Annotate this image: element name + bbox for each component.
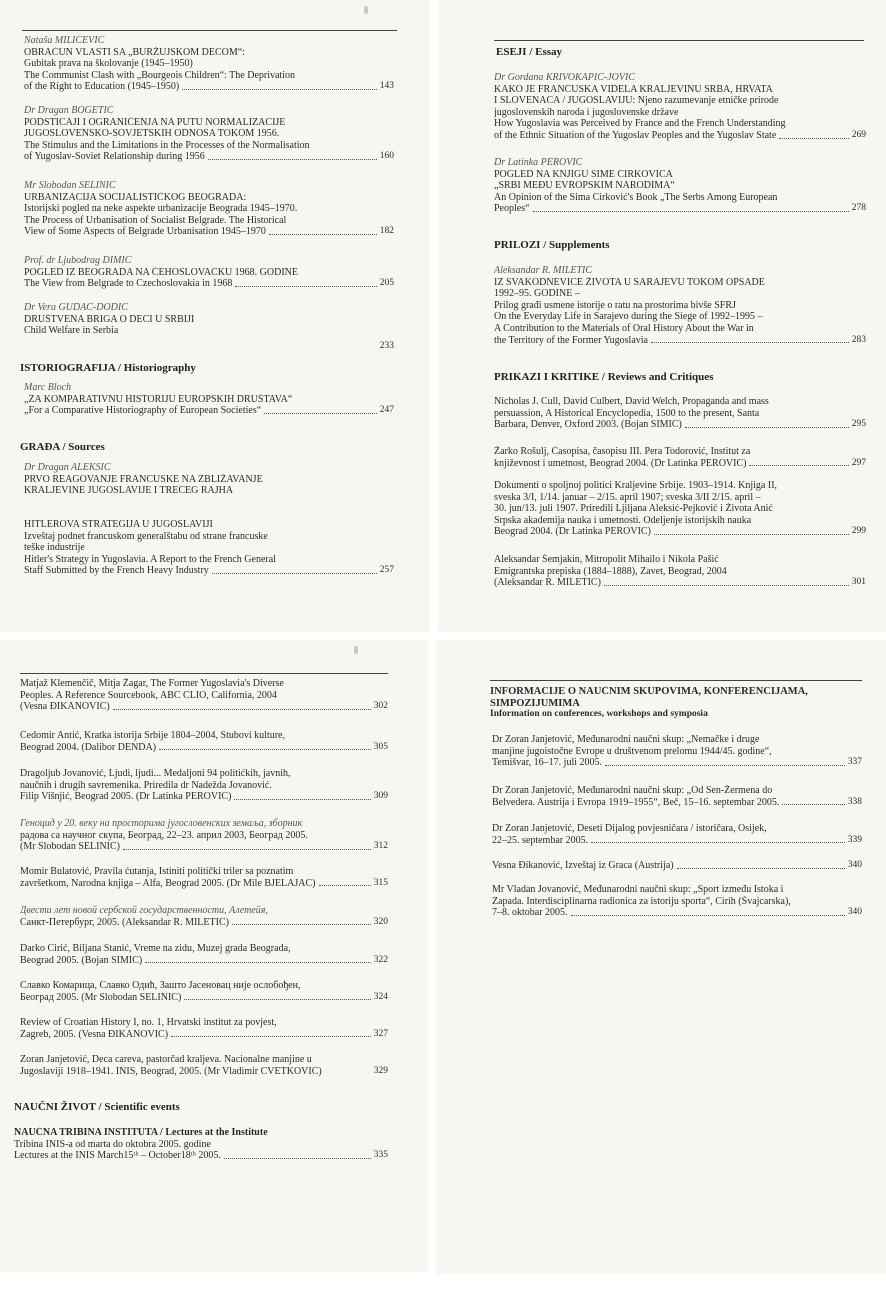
- entry-line: A Contribution to the Materials of Oral History About the War in: [494, 322, 754, 334]
- entry-line: Žarko Rošulj, Časopisa, časopisu III. Pera Todorović, Institut za: [494, 446, 751, 457]
- page-number: 283: [851, 334, 866, 345]
- entry-line: Gubitak prava na školovanje (1945–1950): [24, 58, 193, 70]
- toc-entry: [494, 396, 866, 431]
- entry-line: „ZA KOMPARATIVNU HISTORIJU EUROPSKIH DRUŠTAVA“: [24, 393, 293, 405]
- entry-line: Nicholas J. Cull, David Culbert, David Welch, Propaganda and mass: [494, 396, 769, 407]
- page-smudge: [354, 646, 358, 654]
- heading-line: INFORMACIJE O NAUČNIM SKUPOVIMA, KONFERENCIJAMA,: [490, 686, 808, 697]
- entry-author: Dr Latinka PEROVIĆ: [494, 157, 583, 168]
- toc-entry: [24, 462, 394, 497]
- entry-line: Aleksandar Šemjakin, Mitropolit Mihailo i Nikola Pašić: [494, 554, 719, 565]
- page-number: 143: [379, 81, 394, 92]
- header-rule: [20, 673, 388, 674]
- page-number: 299: [851, 526, 866, 537]
- entry-line: Jugoslaviji 1918–1941. INIS, Beograd, 2005. (Mr Vladimir CVETKOVIĆ): [20, 1065, 322, 1077]
- toc-entry: [494, 265, 866, 346]
- section-heading: PRILOZI / Supplements: [494, 239, 610, 251]
- entry-line: On the Everyday Life in Sarajevo during the Siege of 1992–1995 –: [494, 311, 763, 323]
- page-number: 295: [851, 419, 866, 430]
- entry-line: the Territory of the Former Yugoslavia: [494, 334, 648, 346]
- entry-line: (Aleksandar R. MILETIĆ): [494, 577, 601, 589]
- entry-line: Peoples“: [494, 203, 530, 215]
- entry-line: The Process of Urbanisation of Socialist Belgrade. The Historical: [24, 214, 287, 226]
- page-top-left: [0, 0, 430, 632]
- page-number: 339: [847, 834, 862, 845]
- header-rule: [490, 680, 862, 681]
- page-bottom-right: [436, 640, 886, 1274]
- entry-line: Mr Vladan Jovanović, Međunarodni naučni skup: „Sport između Istoka i: [492, 884, 784, 895]
- entry-line: Prilog građi usmene istorije o ratu na prostorima bivše SFRJ: [494, 299, 736, 311]
- entry-line: Beograd 2005. (Bojan SIMIĆ): [20, 954, 143, 966]
- entry-line: of Yugoslav-Soviet Relationship during 1956: [24, 151, 205, 163]
- page-number: 335: [373, 1150, 388, 1161]
- toc-entry: [20, 1017, 388, 1040]
- section-heading: ISTORIOGRAFIJA / Historiography: [20, 362, 196, 374]
- page-number: 309: [373, 791, 388, 802]
- toc-entry: [20, 943, 388, 966]
- entry-line: persuassion, A Historical Encyclopedia, 1500 to the present, Santa: [494, 407, 760, 419]
- page-number: 340: [847, 860, 862, 870]
- entry-line: The View from Belgrade to Czechoslovakia in 1968: [24, 278, 233, 290]
- page-number: 301: [851, 577, 866, 588]
- toc-entry: [20, 768, 388, 803]
- entry-line: teške industrije: [24, 542, 85, 554]
- entry-line: Beograd 2004. (Dr Latinka PEROVIĆ): [494, 526, 651, 538]
- section-heading: ESEJI / Essay: [496, 46, 563, 58]
- entry-line: Filip Višnjić, Beograd 2005. (Dr Latinka PEROVIĆ): [20, 791, 232, 803]
- page-number: 338: [847, 796, 862, 807]
- page-number: 327: [373, 1028, 388, 1039]
- page-number: 312: [373, 841, 388, 852]
- toc-entry: [20, 1054, 388, 1077]
- toc-entry: [20, 730, 388, 753]
- page-number: 247: [379, 405, 394, 416]
- entry-line: KAKO JE FRANCUSKA VIDELA KRALJEVINU SRBA, HRVATA: [494, 83, 773, 95]
- entry-line: Temišvar, 16–17. juli 2005.: [492, 757, 602, 769]
- toc-entry: [24, 180, 394, 238]
- entry-line: Beograd 2004. (Dalibor DENDA): [20, 741, 157, 753]
- entry-line: Čedomir Antić, Kratka istorija Srbije 1804–2004, Stubovi kulture,: [20, 730, 285, 741]
- toc-entry: [24, 519, 394, 577]
- toc-entry: [494, 157, 866, 215]
- entry-line: Zagreb, 2005. (Vesna ĐIKANOVIĆ): [20, 1028, 169, 1040]
- entry-line: Child Welfare in Serbia: [24, 325, 119, 337]
- entry-line: of the Right to Education (1945–1950): [24, 81, 180, 93]
- toc-entry: [492, 785, 862, 808]
- entry-line: Zapada. Interdisciplinarna radionica za istoriju sporta“, Cirih (Švajcarska),: [492, 895, 791, 907]
- entry-line: Санкт-Петербург, 2005. (Aleksandar R. MILETIĆ): [20, 916, 229, 928]
- page-number: 233: [379, 340, 394, 351]
- entry-line: Darko Ćirić, Biljana Stanić, Vreme na zidu, Muzej grada Beograda,: [20, 943, 291, 954]
- entry-line: Staff Submitted by the French Heavy Industry: [24, 565, 209, 577]
- entry-line: I SLOVENACA / JUGOSLAVIJU: Njeno razumevanje etničke prirode: [494, 95, 779, 107]
- entry-line: DRUŠTVENA BRIGA O DECI U SRBIJI: [24, 313, 195, 325]
- entry-line: HITLEROVA STRATEGIJA U JUGOSLAVIJI: [24, 519, 213, 530]
- entry-line: Barbara, Denver, Oxford 2003. (Bojan SIMIĆ): [494, 419, 682, 431]
- entry-line: „For a Comparative Historiography of European Societies“: [24, 405, 262, 417]
- page-number: 305: [373, 741, 388, 752]
- entry-line: Београд 2005. (Mr Slobodan SELINIĆ): [20, 991, 182, 1003]
- entry-line: jugoslovenskih naroda i jugoslovenske države: [494, 106, 679, 118]
- toc-entry: [24, 302, 394, 352]
- entry-line: manjine jugoistočne Evrope u društvenom prelomu 1944/45. godine“,: [492, 745, 772, 757]
- entry-author: Prof. dr Ljubodrag DIMIĆ: [24, 255, 132, 266]
- toc-entry: [20, 678, 388, 713]
- section-heading: NAUČNI ŽIVOT / Scientific events: [14, 1101, 180, 1113]
- page-number: 329: [373, 1065, 388, 1076]
- entry-line: književnost i umetnost, Beograd 2004. (Dr Latinka PEROVIĆ): [494, 457, 747, 469]
- page-number: 337: [847, 757, 862, 768]
- toc-entry: [20, 866, 388, 889]
- toc-entry: [492, 884, 862, 919]
- entry-line: Matjaž Klemenčič, Mitja Žagar, The Former Yugoslavia's Diverse: [20, 678, 284, 689]
- entry-line: 7–8. oktobar 2005.: [492, 907, 568, 919]
- entry-line: Dragoljub Jovanović, Ljudi, ljudi... Medaljoni 94 politićkih, javnih,: [20, 768, 291, 779]
- entry-line: The Stimulus and the Limitations in the Processes of the Normalisation: [24, 139, 310, 151]
- entry-author: Marc Bloch: [24, 382, 72, 393]
- heading-line: Information on conferences, workshops and symposia: [490, 709, 708, 720]
- entry-line: 1992–95. GODINE –: [494, 288, 580, 300]
- page-number: 278: [851, 203, 866, 214]
- entry-line: Dr Zoran Janjetović, Deseti Dijalog povjesničara / istoričara, Osijek,: [492, 823, 767, 834]
- entry-line: Dokumenti o spoljnoj politici Kraljevine Srbije. 1903–1914. Knjiga II,: [494, 480, 778, 491]
- entry-line: Zoran Janjetović, Deca careva, pastorčad kraljeva. Nacionalne manjine u: [20, 1054, 312, 1065]
- entry-line: POGLED NA KNJIGU SIME ĆIRKOVIĆA: [494, 168, 673, 180]
- entry-author: Mr Slobodan SELINIĆ: [24, 180, 116, 191]
- entry-line: (Mr Slobodan SELINIĆ): [20, 841, 120, 853]
- entry-line: JUGOSLOVENSKO-SOVJETSKIH ODNOSA TOKOM 1956.: [24, 128, 280, 140]
- entry-line: Review of Croatian History I, no. 1, Hrvatski institut za povjest,: [20, 1017, 277, 1028]
- toc-entry: [24, 35, 394, 93]
- entry-line: How Yugoslavia was Perceived by France and the French Understanding: [494, 118, 786, 130]
- entry-line: Геноцид у 20. веку на просторима југословенских земаља, зборник: [20, 818, 303, 829]
- heading-line: SIMPOZIJUMIMA: [490, 697, 580, 709]
- entry-line: Peoples. A Reference Sourcebook, ABC CLIO, California, 2004: [20, 689, 277, 701]
- page-smudge: [364, 6, 368, 14]
- entry-line: Славко Комарица, Славко Одић, Зашто Јасеновац није ослобођен,: [20, 980, 301, 991]
- entry-line: Dr Zoran Janjetović, Međunarodni naučni skup: „Nemačke i druge: [492, 734, 760, 745]
- entry-line: View of Some Aspects of Belgrade Urbanisation 1945–1970: [24, 226, 266, 238]
- toc-entry: [24, 105, 394, 163]
- page-number: 322: [373, 954, 388, 965]
- toc-entry: [494, 480, 866, 538]
- toc-entry: [492, 823, 862, 846]
- entry-line: The Communist Clash with „Bourgeois Children“: The Deprivation: [24, 69, 295, 81]
- entry-author: Dr Dragan ALEKSIĆ: [24, 462, 111, 473]
- page-number: 160: [379, 151, 394, 162]
- entry-line: An Opinion of the Sima Ćirković's Book „The Serbs Among European: [494, 191, 778, 203]
- page-number: 324: [373, 991, 388, 1002]
- section-heading: GRAĐA / Sources: [20, 441, 105, 453]
- page-number: 302: [373, 701, 388, 712]
- header-rule: [22, 30, 397, 31]
- page-number: 315: [373, 877, 388, 888]
- entry-line: (Vesna ĐIKANOVIĆ): [20, 701, 110, 713]
- toc-entry: [492, 860, 862, 872]
- toc-entry: [492, 734, 862, 769]
- entry-line: Srpska akademija nauka i umetnosti. Odeljenje istorijskih nauka: [494, 514, 752, 526]
- entry-line: Momir Bulatović, Pravila ćutanja, Istiniti politički triler sa poznatim: [20, 866, 294, 877]
- entry-line: OBRAČUN VLASTI SA „BURŽUJSKOM DECOM“:: [24, 46, 245, 58]
- entry-author: Dr Gordana KRIVOKAPIĆ-JOVIĆ: [494, 72, 635, 83]
- entry-line: Emigrantska prepiska (1884–1888), Zavet, Beograd, 2004: [494, 565, 727, 577]
- page-number: 182: [379, 226, 394, 237]
- entry-line: URBANIZACIJA SOCIJALISTIČKOG BEOGRADA:: [24, 191, 247, 203]
- header-rule: [494, 40, 864, 41]
- page-top-right: [438, 0, 886, 632]
- entry-line: POGLED IZ BEOGRADA NA ČEHOSLOVAČKU 1968. GODINE: [24, 266, 298, 278]
- page-number: 297: [851, 457, 866, 468]
- entry-line: Tribina INIS-a od marta do oktobra 2005. godine: [14, 1138, 211, 1150]
- toc-entry: [20, 818, 388, 853]
- entry-line: Двести лет новой сербской государственности, Алетейя,: [20, 905, 268, 916]
- entry-line: Istorijski pogled na neke aspekte urbanizacije Beograda 1945–1970.: [24, 203, 298, 215]
- entry-line: „SRBI MEĐU EVROPSKIM NARODIMA“: [494, 180, 675, 192]
- entry-line: Izveštaj podnet francuskom generalštabu od strane francuske: [24, 530, 268, 542]
- entry-author: Aleksandar R. MILETIĆ: [494, 265, 593, 276]
- toc-entry: [494, 554, 866, 589]
- entry-line: Hitler's Strategy in Yugoslavia. A Report to the French General: [24, 553, 276, 565]
- entry-line: sveska 3/I, 1/14. januar – 2/15. april 1907; sveska 3/II 2/15. april –: [494, 491, 761, 503]
- entry-line: IZ SVAKODNEVICE ŽIVOTA U SARAJEVU TOKOM OPSADE: [494, 276, 765, 288]
- entry-author: Dr Dragan BOGETIĆ: [24, 105, 114, 116]
- page-number: 340: [847, 907, 862, 918]
- toc-entry: [14, 1127, 388, 1162]
- entry-author: Dr Vera GUDAC-DODIĆ: [24, 302, 128, 313]
- section-heading: [490, 686, 870, 721]
- entry-line: 30. jun/13. juli 1907. Priredili Ljiljana Aleksić-Pejković i Života Anić: [494, 503, 773, 515]
- page-bottom-left: [0, 640, 428, 1272]
- entry-line: Lectures at the INIS March15ᵗʰ – October18ᵗʰ 2005.: [14, 1150, 221, 1162]
- entry-line: Belvedera. Austrija i Evropa 1919–1955“, Beč, 15–16. septembar 2005.: [492, 796, 780, 808]
- page-number: 320: [373, 916, 388, 927]
- section-heading: PRIKAZI I KRITIKE / Reviews and Critiques: [494, 371, 714, 383]
- entry-line: PODSTICAJI I OGRANIČENJA NA PUTU NORMALIZACIJE: [24, 116, 286, 128]
- toc-entry: [494, 72, 866, 142]
- entry-line: радова са научног скупа, Београд, 22–23. април 2003, Београд 2005.: [20, 829, 308, 841]
- entry-line: PRVO REAGOVANJE FRANCUSKE NA ZBLIŽAVANJE: [24, 473, 263, 485]
- toc-entry: [24, 255, 394, 290]
- toc-entry: [494, 446, 866, 469]
- toc-entry: [24, 382, 394, 417]
- entry-line: završetkom, Narodna knjiga – Alfa, Beograd 2005. (Dr Mile BJELAJAC): [20, 877, 316, 889]
- entry-author: Nataša MILIĆEVIĆ: [24, 35, 105, 46]
- toc-entry: [20, 905, 388, 928]
- page-number: 269: [851, 129, 866, 140]
- entry-line: Vesna Đikanović, Izveštaj iz Graca (Austrija): [492, 860, 674, 871]
- toc-entry: [20, 980, 388, 1003]
- entry-line: Dr Zoran Janjetović, Međunarodni naučni skup: „Od Sen-Žermena do: [492, 785, 773, 796]
- entry-line: KRALJEVINE JUGOSLAVIJE I TREĆEG RAJHA: [24, 485, 234, 497]
- entry-line: 22–25. septembar 2005.: [492, 834, 589, 846]
- entry-title: NAUČNA TRIBINA INSTITUTA / Lectures at the Institute: [14, 1127, 268, 1138]
- page-number: 257: [379, 565, 394, 576]
- entry-line: naučnih i drugih savremenika. Priredila dr Nadežda Jovanović.: [20, 779, 272, 791]
- page-number: 205: [379, 278, 394, 289]
- entry-line: of the Ethnic Situation of the Yugoslav Peoples and the Yugoslav State: [494, 129, 777, 141]
